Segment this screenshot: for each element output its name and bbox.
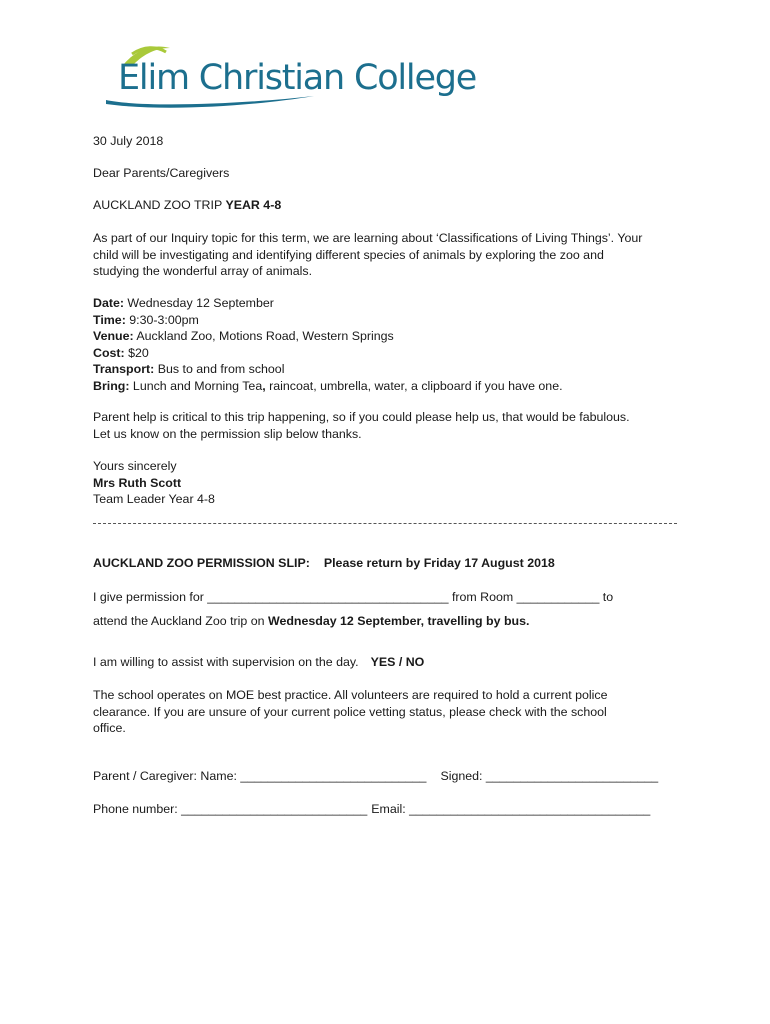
detail-time (93, 312, 563, 329)
intro-line: child will be investigating and identifying different species of animals by exploring the zoo and (93, 247, 604, 262)
help-paragraph (93, 409, 630, 442)
policy-line: office. (93, 721, 126, 736)
intro-paragraph (93, 230, 642, 280)
assist-options: YES / NO (370, 655, 425, 669)
trip-details (93, 295, 563, 395)
policy-line: The school operates on MOE best practice. All volunteers are required to hold a current police (93, 688, 608, 702)
policy-line: clearance. If you are unsure of your current police vetting status, please check with the school (93, 704, 607, 719)
assist-line (93, 654, 424, 671)
phone-field: Phone number: ___________________________ (93, 802, 368, 816)
detail-label: Time: (93, 312, 126, 327)
detail-label: Bring: (93, 378, 130, 393)
policy-paragraph (93, 687, 608, 737)
signer-title: Team Leader Year 4-8 (93, 492, 215, 507)
detail-value: 9:30-3:00pm (125, 312, 199, 327)
school-logo (104, 42, 484, 112)
detail-label: Venue: (93, 329, 134, 344)
signer-name-text: Mrs Ruth Scott (93, 475, 182, 490)
detail-venue (93, 328, 563, 345)
detail-value: Auckland Zoo, Motions Road, Western Springs (133, 329, 394, 344)
detail-value: Wednesday 12 September (123, 296, 274, 310)
closing: Yours sincerely (93, 459, 177, 473)
slip-return-note: Please return by Friday 17 August 2018 (323, 556, 555, 570)
detail-label: Date: (93, 296, 124, 310)
attend-details: Wednesday 12 September, travelling by bus. (267, 614, 530, 628)
signer-name (93, 475, 215, 492)
detail-date (93, 295, 563, 312)
attend-line (93, 613, 529, 630)
permission-line: I give permission for ___________________________________ from Room ____________ to (93, 590, 614, 604)
detail-cost (93, 345, 563, 362)
signature-block (93, 458, 215, 508)
subject-prefix: AUCKLAND ZOO TRIP (93, 198, 226, 212)
cut-line-divider (93, 523, 677, 524)
intro-line: studying the wonderful array of animals. (93, 264, 313, 279)
phone-email-line (93, 801, 650, 818)
slip-title: AUCKLAND ZOO PERMISSION SLIP: (93, 556, 310, 570)
slip-header (93, 555, 555, 572)
logo-text: Elim Christian College (118, 58, 477, 98)
detail-value: $20 (124, 345, 149, 360)
intro-line: As part of our Inquiry topic for this term, we are learning about ‘Classifications of Living Things’. Your (93, 231, 643, 245)
assist-text: I am willing to assist with supervision on the day. (93, 655, 359, 669)
detail-value: Lunch and Morning Tea (129, 378, 263, 393)
detail-label: Cost: (93, 345, 125, 360)
detail-bring (93, 378, 563, 395)
email-field: Email: ___________________________________ (371, 802, 651, 816)
letter-date: 30 July 2018 (93, 134, 164, 148)
subject-line (93, 197, 281, 214)
detail-transport (93, 361, 563, 378)
attend-prefix: attend the Auckland Zoo trip on (93, 614, 268, 628)
caregiver-name-field: Parent / Caregiver: Name: ___________________________ (93, 769, 427, 783)
greeting: Dear Parents/Caregivers (93, 166, 230, 180)
subject-year: YEAR 4-8 (225, 198, 282, 212)
signed-field: Signed: _________________________ (440, 769, 659, 783)
name-signed-line (93, 768, 658, 785)
detail-comma: , (262, 378, 266, 393)
help-line: Let us know on the permission slip below thanks. (93, 426, 362, 441)
help-line: Parent help is critical to this trip happening, so if you could please help us, that would be fabulous. (93, 410, 630, 424)
detail-value: raincoat, umbrella, water, a clipboard if you have one. (265, 378, 563, 393)
detail-label: Transport: (93, 362, 155, 377)
detail-value: Bus to and from school (154, 362, 285, 377)
